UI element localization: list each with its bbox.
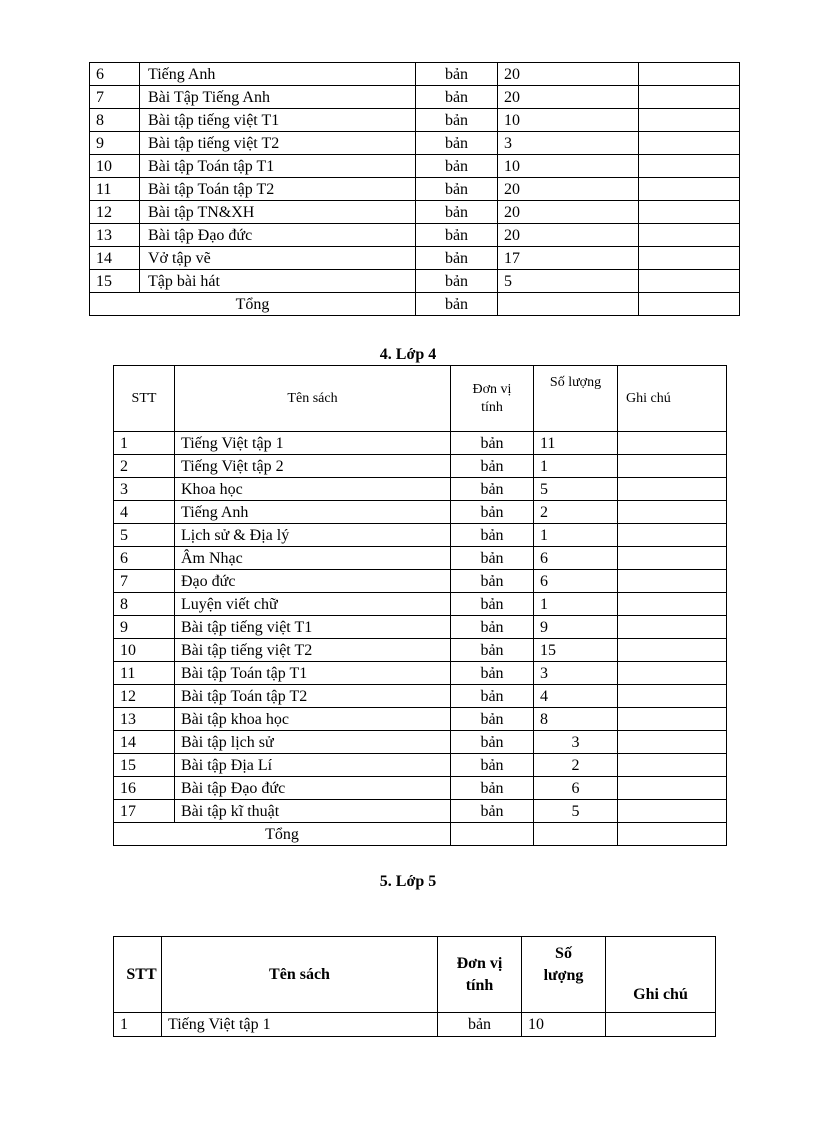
cell-note <box>618 501 727 524</box>
cell-qty: 20 <box>498 86 639 109</box>
book-table-continued <box>89 62 740 316</box>
cell-unit: bản <box>451 478 534 501</box>
cell-note <box>618 593 727 616</box>
header-note: Ghi chú <box>606 937 716 1013</box>
cell-qty: 10 <box>498 155 639 178</box>
cell-qty: 2 <box>534 501 618 524</box>
total-note <box>618 823 727 846</box>
cell-unit: bản <box>451 432 534 455</box>
table-row <box>114 731 727 754</box>
cell-stt: 2 <box>114 455 175 478</box>
total-label: Tổng <box>114 823 451 846</box>
cell-stt: 8 <box>90 109 140 132</box>
table-total-row <box>114 823 727 846</box>
cell-name: Bài tập tiếng việt T1 <box>175 616 451 639</box>
cell-unit: bản <box>451 662 534 685</box>
table-row <box>114 685 727 708</box>
cell-stt: 14 <box>90 247 140 270</box>
table-row <box>114 547 727 570</box>
table-body <box>114 366 727 846</box>
cell-name: Tiếng Việt tập 1 <box>175 432 451 455</box>
cell-name: Bài tập khoa học <box>175 708 451 731</box>
cell-stt: 15 <box>90 270 140 293</box>
cell-note <box>618 478 727 501</box>
cell-stt: 9 <box>114 616 175 639</box>
cell-note <box>618 639 727 662</box>
cell-name: Bài tập Đạo đức <box>140 224 416 247</box>
cell-qty: 2 <box>534 754 618 777</box>
cell-name: Bài tập Địa Lí <box>175 754 451 777</box>
cell-name: Bài tập tiếng việt T2 <box>140 132 416 155</box>
table-total-row <box>90 293 740 316</box>
cell-name: Bài tập Toán tập T1 <box>140 155 416 178</box>
cell-stt: 11 <box>114 662 175 685</box>
header-unit: Đơn vị tính <box>438 937 522 1013</box>
cell-qty: 20 <box>498 224 639 247</box>
cell-note <box>639 132 740 155</box>
cell-unit: bản <box>451 777 534 800</box>
cell-unit: bản <box>416 270 498 293</box>
cell-stt: 3 <box>114 478 175 501</box>
table-row <box>114 501 727 524</box>
cell-name: Khoa học <box>175 478 451 501</box>
cell-note <box>618 616 727 639</box>
table-row <box>114 639 727 662</box>
cell-qty: 3 <box>498 132 639 155</box>
book-table-grade-5 <box>113 936 716 1037</box>
cell-qty: 20 <box>498 201 639 224</box>
cell-stt: 8 <box>114 593 175 616</box>
cell-note <box>639 109 740 132</box>
cell-stt: 10 <box>90 155 140 178</box>
table-row <box>90 63 740 86</box>
cell-unit: bản <box>416 86 498 109</box>
total-qty <box>534 823 618 846</box>
cell-unit: bản <box>451 593 534 616</box>
total-unit <box>451 823 534 846</box>
cell-stt: 10 <box>114 639 175 662</box>
cell-stt: 4 <box>114 501 175 524</box>
cell-unit: bản <box>451 524 534 547</box>
cell-qty: 20 <box>498 63 639 86</box>
cell-unit: bản <box>451 501 534 524</box>
cell-note <box>618 754 727 777</box>
cell-stt: 15 <box>114 754 175 777</box>
cell-unit: bản <box>416 155 498 178</box>
cell-unit: bản <box>451 708 534 731</box>
cell-name: Bài tập Toán tập T2 <box>140 178 416 201</box>
cell-stt: 1 <box>114 432 175 455</box>
cell-qty: 17 <box>498 247 639 270</box>
cell-name: Tiếng Anh <box>175 501 451 524</box>
cell-stt: 1 <box>114 1013 162 1037</box>
table-header-row <box>114 937 716 1013</box>
cell-stt: 6 <box>90 63 140 86</box>
cell-name: Tập bài hát <box>140 270 416 293</box>
cell-stt: 5 <box>114 524 175 547</box>
cell-unit: bản <box>451 639 534 662</box>
table-row <box>90 86 740 109</box>
cell-qty: 5 <box>498 270 639 293</box>
cell-qty: 3 <box>534 662 618 685</box>
cell-name: Lịch sử & Địa lý <box>175 524 451 547</box>
table-row <box>114 432 727 455</box>
cell-unit: bản <box>451 800 534 823</box>
total-note <box>639 293 740 316</box>
cell-note <box>639 155 740 178</box>
table-row <box>90 224 740 247</box>
cell-stt: 16 <box>114 777 175 800</box>
cell-qty: 1 <box>534 455 618 478</box>
cell-qty: 1 <box>534 593 618 616</box>
header-qty: Số lượng <box>522 937 606 1013</box>
table-row <box>114 616 727 639</box>
cell-name: Bài tập Toán tập T1 <box>175 662 451 685</box>
table-row <box>114 800 727 823</box>
table-row <box>90 155 740 178</box>
table-body <box>90 63 740 316</box>
cell-qty: 20 <box>498 178 639 201</box>
cell-note <box>639 224 740 247</box>
cell-stt: 11 <box>90 178 140 201</box>
cell-note <box>639 63 740 86</box>
cell-stt: 6 <box>114 547 175 570</box>
cell-unit: bản <box>416 63 498 86</box>
cell-name: Bài tập TN&XH <box>140 201 416 224</box>
cell-qty: 4 <box>534 685 618 708</box>
cell-note <box>618 708 727 731</box>
cell-name: Luyện viết chữ <box>175 593 451 616</box>
cell-unit: bản <box>451 754 534 777</box>
cell-unit: bản <box>416 178 498 201</box>
cell-note <box>639 178 740 201</box>
table-row <box>90 201 740 224</box>
cell-note <box>618 570 727 593</box>
cell-note <box>618 455 727 478</box>
cell-unit: bản <box>451 731 534 754</box>
table-row <box>114 593 727 616</box>
cell-qty: 9 <box>534 616 618 639</box>
cell-stt: 12 <box>90 201 140 224</box>
cell-note <box>639 247 740 270</box>
table-row <box>114 455 727 478</box>
cell-note <box>618 524 727 547</box>
cell-note <box>618 731 727 754</box>
cell-name: Bài tập tiếng việt T2 <box>175 639 451 662</box>
header-stt: STT <box>114 937 162 1013</box>
cell-unit: bản <box>451 616 534 639</box>
cell-unit: bản <box>451 570 534 593</box>
cell-name: Tiếng Việt tập 2 <box>175 455 451 478</box>
cell-unit: bản <box>416 132 498 155</box>
cell-unit: bản <box>416 224 498 247</box>
header-note: Ghi chú <box>618 366 727 432</box>
cell-qty: 10 <box>522 1013 606 1037</box>
cell-qty: 5 <box>534 478 618 501</box>
cell-qty: 6 <box>534 547 618 570</box>
total-unit: bản <box>416 293 498 316</box>
cell-note <box>618 685 727 708</box>
total-label: Tổng <box>90 293 416 316</box>
table-row <box>114 708 727 731</box>
cell-name: Bài tập tiếng việt T1 <box>140 109 416 132</box>
cell-name: Đạo đức <box>175 570 451 593</box>
cell-name: Bài tập lịch sử <box>175 731 451 754</box>
cell-qty: 10 <box>498 109 639 132</box>
cell-unit: bản <box>451 685 534 708</box>
cell-stt: 7 <box>90 86 140 109</box>
cell-unit: bản <box>451 547 534 570</box>
header-name: Tên sách <box>162 937 438 1013</box>
cell-name: Bài tập Đạo đức <box>175 777 451 800</box>
cell-name: Âm Nhạc <box>175 547 451 570</box>
cell-note <box>639 270 740 293</box>
cell-stt: 9 <box>90 132 140 155</box>
cell-unit: bản <box>451 455 534 478</box>
cell-stt: 17 <box>114 800 175 823</box>
header-unit: Đơn vị tính <box>451 366 534 432</box>
cell-name: Bài tập kĩ thuật <box>175 800 451 823</box>
cell-note <box>618 432 727 455</box>
cell-qty: 6 <box>534 777 618 800</box>
cell-qty: 11 <box>534 432 618 455</box>
cell-name: Bài tập Toán tập T2 <box>175 685 451 708</box>
cell-note <box>606 1013 716 1037</box>
cell-note <box>639 201 740 224</box>
cell-unit: bản <box>416 109 498 132</box>
cell-stt: 13 <box>90 224 140 247</box>
cell-note <box>618 662 727 685</box>
table-row <box>114 524 727 547</box>
table-row <box>114 754 727 777</box>
table-row <box>114 478 727 501</box>
table-row <box>90 247 740 270</box>
cell-stt: 12 <box>114 685 175 708</box>
table-row <box>114 570 727 593</box>
table-row <box>114 777 727 800</box>
table-row <box>90 132 740 155</box>
cell-qty: 3 <box>534 731 618 754</box>
table-header-row <box>114 366 727 432</box>
cell-note <box>618 777 727 800</box>
cell-stt: 7 <box>114 570 175 593</box>
total-qty <box>498 293 639 316</box>
cell-stt: 14 <box>114 731 175 754</box>
cell-qty: 8 <box>534 708 618 731</box>
cell-qty: 1 <box>534 524 618 547</box>
table-row <box>90 270 740 293</box>
cell-qty: 5 <box>534 800 618 823</box>
cell-unit: bản <box>438 1013 522 1037</box>
cell-note <box>618 800 727 823</box>
table-row <box>90 109 740 132</box>
cell-qty: 6 <box>534 570 618 593</box>
cell-note <box>639 86 740 109</box>
cell-name: Bài Tập Tiếng Anh <box>140 86 416 109</box>
cell-qty: 15 <box>534 639 618 662</box>
table-row <box>114 1013 716 1037</box>
table-row <box>90 178 740 201</box>
header-name: Tên sách <box>175 366 451 432</box>
cell-name: Tiếng Việt tập 1 <box>162 1013 438 1037</box>
cell-stt: 13 <box>114 708 175 731</box>
cell-unit: bản <box>416 201 498 224</box>
table-body <box>114 937 716 1037</box>
cell-unit: bản <box>416 247 498 270</box>
header-stt: STT <box>114 366 175 432</box>
section-title-grade-5: 5. Lớp 5 <box>379 873 437 890</box>
table-row <box>114 662 727 685</box>
cell-name: Tiếng Anh <box>140 63 416 86</box>
header-qty: Số lượng <box>534 366 618 432</box>
section-title-grade-4: 4. Lớp 4 <box>379 346 437 363</box>
book-table-grade-4 <box>113 365 727 846</box>
cell-name: Vở tập vẽ <box>140 247 416 270</box>
cell-note <box>618 547 727 570</box>
